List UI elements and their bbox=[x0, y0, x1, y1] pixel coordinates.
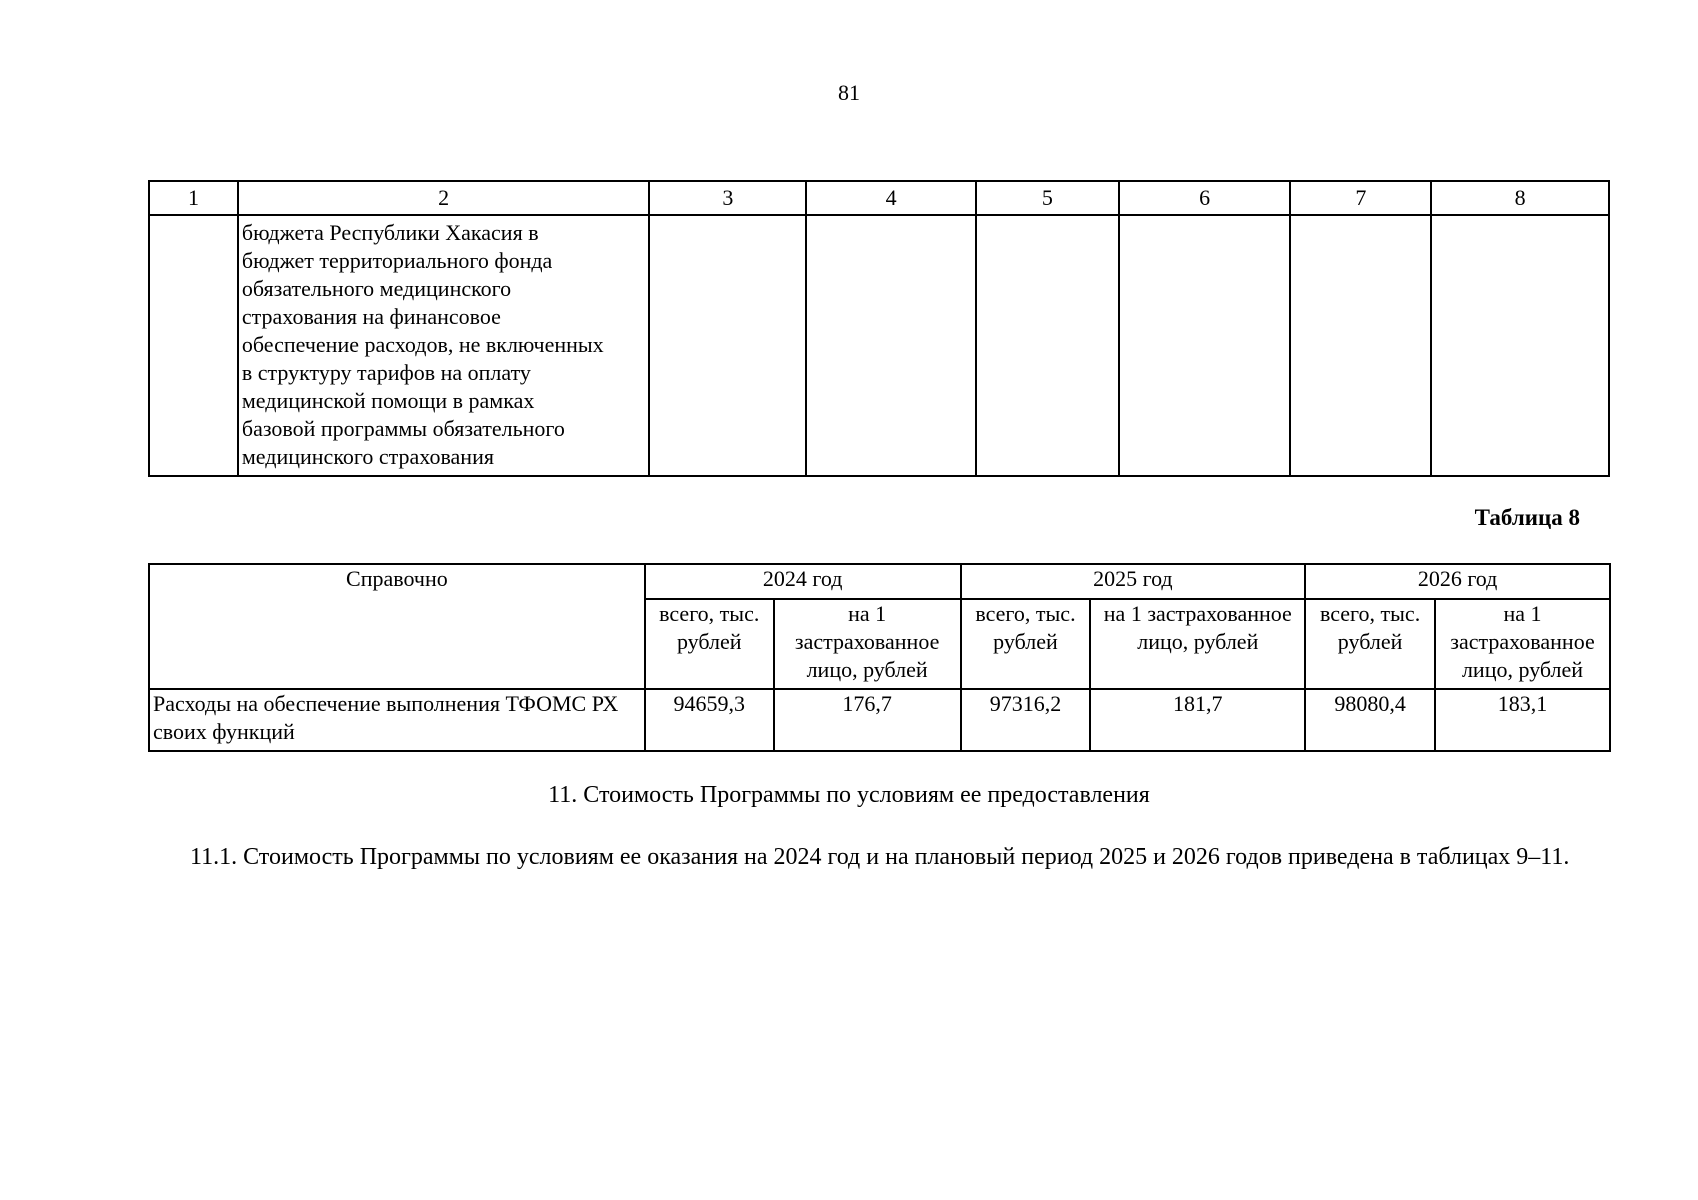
value-cell: 181,7 bbox=[1090, 689, 1305, 751]
column-number: 8 bbox=[1431, 181, 1609, 215]
column-number: 7 bbox=[1290, 181, 1431, 215]
continuation-header-row bbox=[149, 181, 1609, 215]
row-label: Расходы на обеспечение выполнения ТФОМС РХ своих функций bbox=[149, 689, 645, 751]
value-cell: 183,1 bbox=[1435, 689, 1610, 751]
text-line: обеспечение расходов, не включенных bbox=[241, 332, 604, 357]
subheader-total: всего, тыс. рублей bbox=[1305, 599, 1435, 689]
value-cell: 94659,3 bbox=[645, 689, 774, 751]
text-line: медицинской помощи в рамках bbox=[241, 388, 535, 413]
column-number: 6 bbox=[1119, 181, 1291, 215]
section-heading: 11. Стоимость Программы по условиям ее предоставления bbox=[548, 782, 1150, 808]
page-number: 81 bbox=[838, 80, 860, 105]
year-header-row bbox=[149, 564, 1610, 599]
year-header: 2025 год bbox=[961, 564, 1306, 599]
empty-cell bbox=[976, 215, 1119, 476]
text-line: медицинского страхования bbox=[241, 444, 494, 469]
subheader-per-person: на 1 застрахованное лицо, рублей bbox=[1090, 599, 1305, 689]
text-line: обязательного медицинского bbox=[241, 276, 512, 301]
empty-cell bbox=[1431, 215, 1609, 476]
row-description bbox=[238, 215, 650, 476]
empty-cell bbox=[1119, 215, 1291, 476]
column-number: 1 bbox=[149, 181, 238, 215]
table-caption: Таблица 8 bbox=[1474, 505, 1580, 530]
text-line: бюджета Республики Хакасия в bbox=[241, 220, 539, 245]
year-header: 2024 год bbox=[645, 564, 961, 599]
subheader-per-person: на 1 застрахованное лицо, рублей bbox=[1435, 599, 1610, 689]
empty-cell bbox=[149, 215, 238, 476]
subheader-total: всего, тыс. рублей bbox=[645, 599, 774, 689]
text-line: в структуру тарифов на оплату bbox=[241, 360, 531, 385]
text-line: страхования на финансовое bbox=[241, 304, 501, 329]
subheader-per-person: на 1 застрахованное лицо, рублей bbox=[774, 599, 961, 689]
section-paragraph: 11.1. Стоимость Программы по условиям ее оказания на 2024 год и на плановый период 2025 и 2026 годов приведена в таблицах 9–11. bbox=[190, 844, 1570, 870]
empty-cell bbox=[806, 215, 976, 476]
column-number: 2 bbox=[238, 181, 650, 215]
column-number: 4 bbox=[806, 181, 976, 215]
table-row bbox=[149, 215, 1609, 476]
year-header: 2026 год bbox=[1305, 564, 1610, 599]
column-number: 5 bbox=[976, 181, 1119, 215]
value-cell: 98080,4 bbox=[1305, 689, 1435, 751]
subheader-total: всего, тыс. рублей bbox=[961, 599, 1091, 689]
empty-cell bbox=[649, 215, 806, 476]
reference-table bbox=[148, 563, 1611, 752]
empty-cell bbox=[1290, 215, 1431, 476]
reference-header: Справочно bbox=[149, 564, 645, 689]
text-line: бюджет территориального фонда bbox=[241, 248, 553, 273]
value-cell: 176,7 bbox=[774, 689, 961, 751]
continuation-table bbox=[148, 180, 1610, 477]
table-row bbox=[149, 689, 1610, 751]
column-number: 3 bbox=[649, 181, 806, 215]
value-cell: 97316,2 bbox=[961, 689, 1091, 751]
text-line: базовой программы обязательного bbox=[241, 416, 565, 441]
